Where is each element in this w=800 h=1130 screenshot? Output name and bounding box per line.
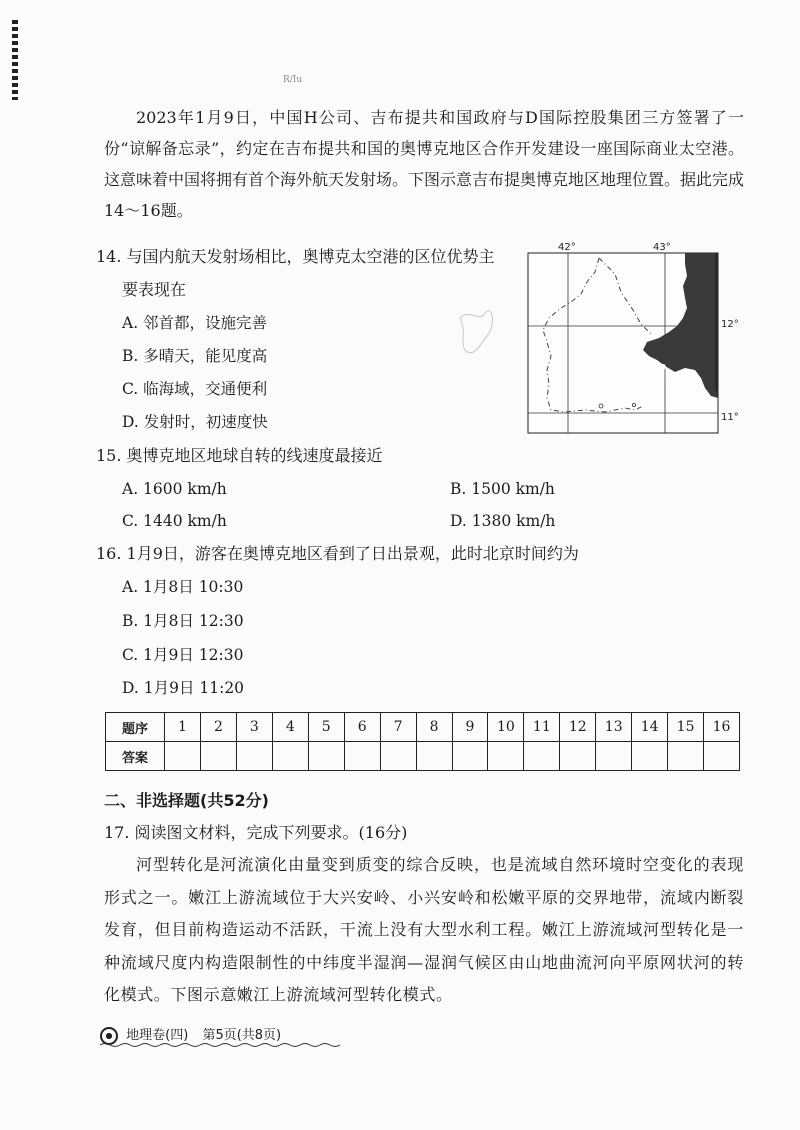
- q14-option-a: A. 邻首都，设施完善: [122, 314, 268, 332]
- qnum-5: 5: [308, 713, 344, 742]
- q15-stem: 15. 奥博克地区地球自转的线速度最接近: [96, 446, 383, 465]
- q14-stem-line1: 14. 与国内航天发射场相比，奥博克太空港的区位优势主: [96, 247, 495, 266]
- answer-cell[interactable]: [632, 742, 668, 771]
- binding-marks: [12, 20, 18, 100]
- city-label: 吉布提: [649, 372, 673, 381]
- lat-label-11: 11°: [721, 412, 739, 423]
- qnum-11: 11: [524, 713, 560, 742]
- q14-option-d: D. 发射时，初速度快: [122, 413, 268, 431]
- answer-cell[interactable]: [704, 742, 740, 771]
- section-title: 二、非选择题(共52分): [104, 791, 269, 810]
- qnum-4: 4: [272, 713, 308, 742]
- qnum-13: 13: [596, 713, 632, 742]
- answer-cell[interactable]: [165, 742, 201, 771]
- answer-cell[interactable]: [344, 742, 380, 771]
- q14-stem-line2: 要表现在: [122, 280, 187, 299]
- obock-location-map: [525, 238, 745, 438]
- qnum-12: 12: [560, 713, 596, 742]
- qnum-8: 8: [416, 713, 452, 742]
- q15-option-c: C. 1440 km/h: [122, 512, 227, 530]
- qnum-14: 14: [632, 713, 668, 742]
- qnum-2: 2: [200, 713, 236, 742]
- qnum-16: 16: [704, 713, 740, 742]
- q16-option-d: D. 1月9日 11:20: [122, 679, 245, 697]
- q14-option-c: C. 临海域，交通便利: [122, 380, 268, 398]
- row-header-number: 题序: [106, 713, 165, 742]
- lon-label-43: 43°: [653, 242, 671, 253]
- q17-stem: 17. 阅读图文材料，完成下列要求。(16分): [104, 823, 408, 842]
- coast-strip: [715, 253, 718, 398]
- answer-cell[interactable]: [452, 742, 488, 771]
- qnum-7: 7: [380, 713, 416, 742]
- q16-stem: 16. 1月9日，游客在奥博克地区看到了日出景观，此时北京时间约为: [96, 544, 579, 563]
- answer-table: [105, 712, 740, 771]
- answer-cell[interactable]: [524, 742, 560, 771]
- qnum-10: 10: [488, 713, 524, 742]
- city-dot: [661, 365, 666, 370]
- lat-label-12: 12°: [721, 319, 739, 330]
- answer-cell[interactable]: [308, 742, 344, 771]
- page-footer: [100, 1024, 281, 1044]
- footer-wavy-line: [100, 1042, 340, 1048]
- lon-label-42: 42°: [558, 242, 576, 253]
- q16-option-c: C. 1月9日 12:30: [122, 646, 244, 664]
- answer-cell[interactable]: [236, 742, 272, 771]
- answer-cell[interactable]: [416, 742, 452, 771]
- header-mark: R/Iu: [283, 75, 303, 85]
- answer-cell[interactable]: [560, 742, 596, 771]
- answer-cell[interactable]: [380, 742, 416, 771]
- footer-subject: 地理卷(四): [126, 1028, 189, 1043]
- q15-option-b: B. 1500 km/h: [450, 480, 555, 498]
- answer-cell[interactable]: [272, 742, 308, 771]
- scan-smudge: [455, 288, 505, 368]
- answer-cell[interactable]: [200, 742, 236, 771]
- footer-page: 第5页(共8页): [202, 1028, 282, 1043]
- qnum-15: 15: [668, 713, 704, 742]
- answer-table-number-row: [106, 713, 740, 742]
- qnum-1: 1: [165, 713, 201, 742]
- qnum-9: 9: [452, 713, 488, 742]
- qnum-3: 3: [236, 713, 272, 742]
- q16-option-b: B. 1月8日 12:30: [122, 612, 244, 630]
- q14-option-b: B. 多晴天，能见度高: [122, 347, 268, 365]
- answer-cell[interactable]: [596, 742, 632, 771]
- intro-paragraph: 2023年1月9日，中国H公司、吉布提共和国政府与D国际控股集团三方签署了一份“谅解备忘录”，约定在吉布提共和国的奥博克地区合作开发建设一座国际商业太空港。这意味着中国将拥有首个海外航天发射场。下图示意吉布提奥博克地区地理位置。据此完成14～16题。: [104, 108, 745, 220]
- q16-option-a: A. 1月8日 10:30: [122, 578, 244, 596]
- qnum-6: 6: [344, 713, 380, 742]
- q17-body: 河型转化是河流演化由量变到质变的综合反映，也是流域自然环境时空变化的表现形式之一。嫩江上游流域位于大兴安岭、小兴安岭和松嫩平原的交界地带，流域内断裂发育，但目前构造运动不活跃，干流上没有大型水利工程。嫩江上游流域河型转化是一种流域尺度内构造限制性的中纬度半湿润—湿润气候区由山地曲流河向平原网状河的转化模式。下图示意嫩江上游流域河型转化模式。: [104, 855, 744, 1004]
- row-header-answer: 答案: [106, 742, 165, 771]
- q15-option-d: D. 1380 km/h: [450, 512, 556, 530]
- q15-option-a: A. 1600 km/h: [122, 480, 227, 498]
- answer-cell[interactable]: [668, 742, 704, 771]
- answer-cell[interactable]: [488, 742, 524, 771]
- map-figure: [525, 238, 745, 438]
- answer-table-answer-row: [106, 742, 740, 771]
